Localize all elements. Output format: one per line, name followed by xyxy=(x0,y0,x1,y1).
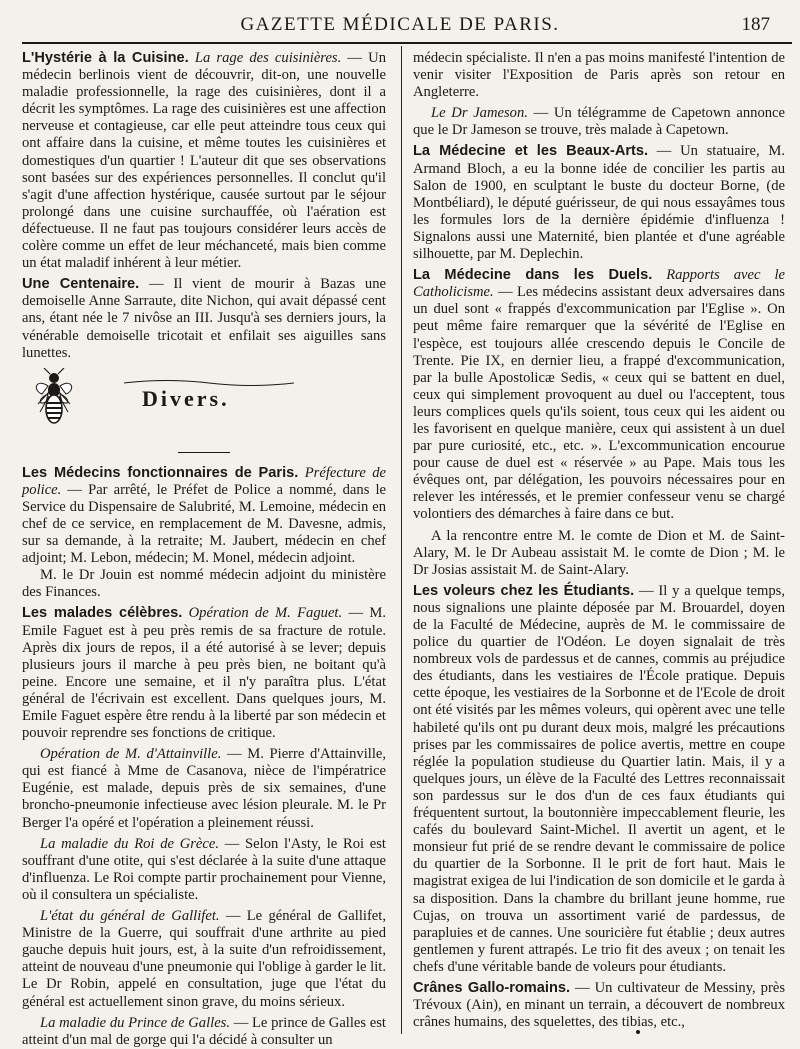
bee-icon xyxy=(32,368,76,426)
article-body: — Le prince de Galles est atteint d'un mal de gorge qui l'a décidé à consulter un xyxy=(22,1014,386,1048)
article-heading: La Médecine dans les Duels. xyxy=(413,267,653,284)
article-hysterie xyxy=(22,50,386,272)
article-voleurs xyxy=(413,583,785,976)
article-heading: Les malades célèbres. xyxy=(22,605,183,622)
article-body: — Par arrêté, le Préfet de Police a nommé, dans le Service du Dispensaire de Salubrité, M. Lemoine, médecin en chef de ce service, en remplacement de M. Davesne, admis, sur sa demande, à la retraite; M. Jaubert, médecin en chef adjoint; M. Lebon, médecin; M. Monel, médecin adjoint. xyxy=(22,481,386,567)
article-subheading: Opération de M. d'Attainville. xyxy=(40,746,222,763)
article-subheading: L'état du général de Gallifet. xyxy=(40,908,220,925)
article-heading: Les voleurs chez les Étudiants. xyxy=(413,582,635,599)
article-cranes xyxy=(413,980,785,1031)
journal-title: GAZETTE MÉDICALE DE PARIS. xyxy=(240,14,560,35)
article-subheading: Rapports avec le Catholicisme. xyxy=(413,267,785,301)
article-body: — M. Pierre d'Attainville, qui est fiancé à Mme de Casanova, nièce de l'impératrice Eugénie, est malade, depuis près de six semaines, d'une broncho-pneumonie infectieuse avec lésion pleurale. M. le Pr Berger l'a opéré et l'opération a pleinement réussi. xyxy=(22,746,387,831)
article-subheading: La maladie du Prince de Galles. xyxy=(40,1014,230,1031)
article-body: — Un cultivateur de Messiny, près Trévoux (Ain), en minant un terrain, a découvert de nombreux crânes humains, des squelettes, des tibias, etc., xyxy=(413,979,785,1031)
article-subheading: Opération de M. Faguet. xyxy=(188,605,343,622)
article-subheading: La maladie du Roi de Grèce. xyxy=(40,835,219,852)
article-body: — Les médecins assistant deux adversaires dans un duel sont « frappés d'excommunication par l'Eglise ». On peut même faire remarquer que la sévérité de l'Eglise en l'espèce, est toujours allée crescendo depuis le Concile de Trente. Pie IX, en dernier lieu, a frappé d'excommunication, par la bulle Apostolicæ Sedis, « ceux qui se battent en duel, ceux qui simplement provoquent au duel ou l'acceptent, tous leurs complices quels qu'ils soient, tous ceux qui les aident ou les favorisent en quelque manière, ceux qui assistent à un duel par pure curiosité, etc., etc. ». L'excommunication encourue pour cause de duel est « réservée » au Pape. Mais tous les évêques ont, par délégation, les pouvoirs nécessaires pour en relever les intéressés, et le premier confesseur venu se chargé volontiers des démarches à faire dans ce but. xyxy=(413,284,785,523)
article-subheading: La rage des cuisinières. xyxy=(194,50,342,66)
page-number: 187 xyxy=(741,14,770,35)
right-column xyxy=(413,50,785,1031)
divers-section-banner xyxy=(22,366,386,444)
article-body: — Un médecin berlinois vient de découvrir, dit-on, une nouvelle maladie professionnelle, la rage des cuisinières, dont il a décrit les symptômes. La rage des cuisinières est une affection nerveuse et contagieuse, car elle peut atteindre tous ceux qui ont affaire dans la cuisine, et même toutes les cuisinières et domestiques d'un quartier ! L'auteur dit que ses observations sont basées sur des expériences personnelles. Il conclut qu'il s'agit d'une affection hystérique, causée surtout par le séjour prolongé dans une cuisine surchauffée, où l'aération est défectueuse. Il ne faut pas toujours considérer leurs accès de colère comme un effet de leur méchanceté, mais bien comme un état maladif inhérent à leur métier. xyxy=(22,50,386,272)
article-body: — Il vient de mourir à Bazas une demoiselle Anne Sarraute, dite Nichon, qui avait dépassé cent ans, étant née le 7 nivôse an III. Jusqu'à ses derniers jours, la vénérable demoiselle tricotait et enfilait ses aiguilles sans lunettes. xyxy=(22,276,386,361)
article-malades-celebres xyxy=(22,605,386,742)
article-body: — Un télégramme de Capetown annonce que le Dr Jameson se trouve, très malade à Capetown. xyxy=(413,105,785,139)
article-heading: Une Centenaire. xyxy=(22,276,140,293)
article-attainville xyxy=(22,746,386,831)
article-prince-de-galles xyxy=(22,1015,386,1049)
article-beaux-arts xyxy=(413,143,785,263)
article-continuation: médecin spécialiste. Il n'en a pas moins manifesté l'intention de venir visiter l'Exposition de Paris après son retour en Angleterre. xyxy=(413,50,785,101)
article-heading: Crânes Gallo-romains. xyxy=(413,979,571,996)
page-header xyxy=(0,0,800,44)
article-jameson xyxy=(413,105,785,139)
article-paragraph: A la rencontre entre M. le comte de Dion et M. de Saint-Alary, M. le Dr Aubeau assistait M. le comte de Dion ; M. le Dr Josias assistait M. de Saint-Alary. xyxy=(413,527,785,578)
article-body: — Le général de Gallifet, Ministre de la Guerre, qui souffrait d'une arthrite au pied gauche depuis huit jours, est, à la suite d'un refroidissement, atteint de nouveau d'une pneumonie qui l'oblige à garder le lit. Le Dr Robin, appelé en consultation, juge que l'état du général est actuellement sinon grave, du moins sérieux. xyxy=(22,908,386,1010)
article-heading: Les Médecins fonctionnaires de Paris. xyxy=(22,464,299,481)
article-centenaire xyxy=(22,276,386,361)
section-rule xyxy=(178,452,230,453)
article-body: — Un statuaire, M. Armand Bloch, a eu la bonne idée de concilier les partis au Salon de 1900, en sculptant le buste du docteur Borne, (de Montbéliard), le député guérisseur, de qui nous essayâmes tous les formules lors de la dernière épidémie d'influenza ! Signalons aussi une Maternité, bien plantée et d'une agréable silhouette, par M. Deplechin. xyxy=(413,143,785,263)
article-body: — Selon l'Asty, le Roi est souffrant d'une otite, qui s'est déclarée à la suite d'une attaque d'influenza. Le Roi compte partir prochainement pour Vienne, où il consultera un spécialiste. xyxy=(22,835,386,903)
article-body: — M. Emile Faguet est à peu près remis de sa fracture de rotule. Après dix jours de repos, il a été autorisé à se lever; depuis plusieurs jours il marche à peu près bien, ne boitant qu'à peine. Encore une semaine, et il n'y paraîtra plus. L'état général de l'écrivain est excellent. Dans quelques jours, M. Emile Faguet espère être rendu à la liberté par son médecin et pouvoir reprendre ses fonctions de critique. xyxy=(22,605,387,742)
article-heading: L'Hystérie à la Cuisine. xyxy=(22,50,189,66)
article-heading: La Médecine et les Beaux-Arts. xyxy=(413,143,649,160)
header-rule xyxy=(22,42,792,44)
column-divider xyxy=(401,46,402,1034)
article-subheading: Préfecture de police. xyxy=(22,464,386,498)
article-duels xyxy=(413,267,785,523)
left-column xyxy=(22,50,386,1049)
article-paragraph: M. le Dr Jouin est nommé médecin adjoint du ministère des Finances. xyxy=(22,567,386,601)
article-roi-de-grece xyxy=(22,836,386,904)
article-gallifet xyxy=(22,908,386,1011)
article-subheading: Le Dr Jameson. xyxy=(431,105,528,122)
print-mark xyxy=(636,1030,640,1034)
divers-title: Divers. xyxy=(142,385,230,411)
article-body: — Il y a quelque temps, nous signalions une plainte déposée par M. Brouardel, doyen de la Faculté de Médecine, auprès de M. le commissaire de police du quartier de l'Odéon. Le doyen signalait de très nombreux vols de pardessus et de cannes, commis au préjudice des étudiants, dans les vestiaires de l'École pratique. Depuis cette époque, les vestiaires de la Sorbonne et de l'Ecole de droit ont été visités par les mêmes voleurs, qui opèrent avec une telle habileté qu'ils ont pu durant deux mois, malgré les précautions prises par les commissaires de police avertis, mettre en coupe réglée la population studieuse du Quartier latin. Mais, il y a quelques jours, un élève de la Faculté des Lettres reconnaissait son pardessus sur le dos d'un de ces faux étudiants qui fréquentent surtout, la boutonnière impeccablement fleurie, les cafés du boulevard Saint-Michel. Il avertit un agent, et le monsieur fut prié de se rendre devant le commissaire de police du quartier de la Sorbonne. Il le prit de fort haut. Mais le magistrat exigea de lui l'indication de son domicile et le garda à sa disposition. Dans la chambre du brillant jeune homme, rue Cujas, on trouva un assortiment varié de pardessus, de parapluies et de cannes. Une souricière fut établie ; deux autres gentlemen y furent attrapés. Le trio fit des aveux ; on tenait les chefs d'une véritable bande de voleurs pour étudiants. xyxy=(413,582,785,975)
article-medecins-fonctionnaires xyxy=(22,465,386,568)
